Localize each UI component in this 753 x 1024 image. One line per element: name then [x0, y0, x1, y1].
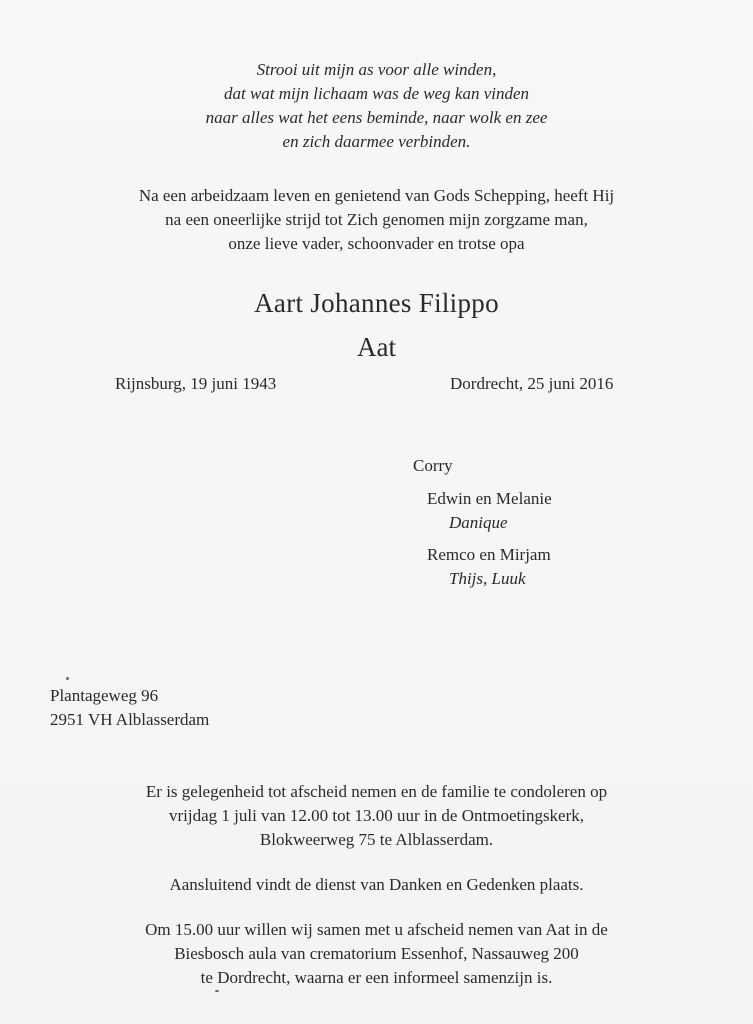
spouse-name: Corry [413, 456, 453, 475]
child-names: Edwin en Melanie [427, 489, 552, 508]
poem-line: en zich daarmee verbinden. [282, 132, 471, 151]
cremation-line: te Dordrecht, waarna er een informeel samenzijn is. [200, 968, 553, 987]
cremation-info [0, 918, 753, 990]
address-street: Plantageweg 96 [50, 686, 159, 705]
birth-place-date: Rijnsburg, 19 juni 1943 [115, 374, 277, 393]
child-family [427, 487, 552, 535]
child-family [427, 543, 552, 591]
condolence-line: Er is gelegenheid tot afscheid nemen en de familie te condoleren op [145, 782, 608, 801]
service-info [0, 873, 753, 897]
address-city: 2951 VH Alblasserdam [50, 710, 210, 729]
poem-line: naar alles wat het eens beminde, naar wolk en zee [205, 108, 548, 127]
condolence-line: Blokweerweg 75 te Alblasserdam. [259, 830, 494, 849]
deceased-nickname: Aat [357, 332, 396, 362]
intro-line: na een oneerlijke strijd tot Zich genomen mijn zorgzame man, [165, 210, 588, 229]
service-line: Aansluitend vindt de dienst van Danken en Gedenken plaats. [169, 875, 584, 894]
family-list [413, 454, 552, 599]
grandchildren-names: Thijs, Luuk [449, 569, 526, 588]
cremation-line: Biesbosch aula van crematorium Essenhof, Nassauweg 200 [174, 944, 579, 963]
correspondence-address [50, 684, 209, 732]
poem [0, 58, 753, 154]
deceased-full-name: Aart Johannes Filippo [254, 288, 499, 318]
condolence-line: vrijdag 1 juli van 12.00 tot 13.00 uur in de Ontmoetingskerk, [168, 806, 585, 825]
death-place-date: Dordrecht, 25 juni 2016 [450, 374, 614, 393]
paper-speck [215, 990, 219, 992]
grandchildren-names: Danique [449, 513, 508, 532]
intro-line: onze lieve vader, schoonvader en trotse opa [228, 234, 525, 253]
poem-line: Strooi uit mijn as voor alle winden, [256, 60, 497, 79]
cremation-line: Om 15.00 uur willen wij samen met u afscheid nemen van Aat in de [145, 920, 608, 939]
condolence-info [0, 780, 753, 852]
poem-line: dat wat mijn lichaam was de weg kan vinden [223, 84, 530, 103]
intro-text [0, 184, 753, 256]
paper-speck [66, 677, 69, 680]
intro-line: Na een arbeidzaam leven en genietend van Gods Schepping, heeft Hij [138, 186, 615, 205]
child-names: Remco en Mirjam [427, 545, 551, 564]
